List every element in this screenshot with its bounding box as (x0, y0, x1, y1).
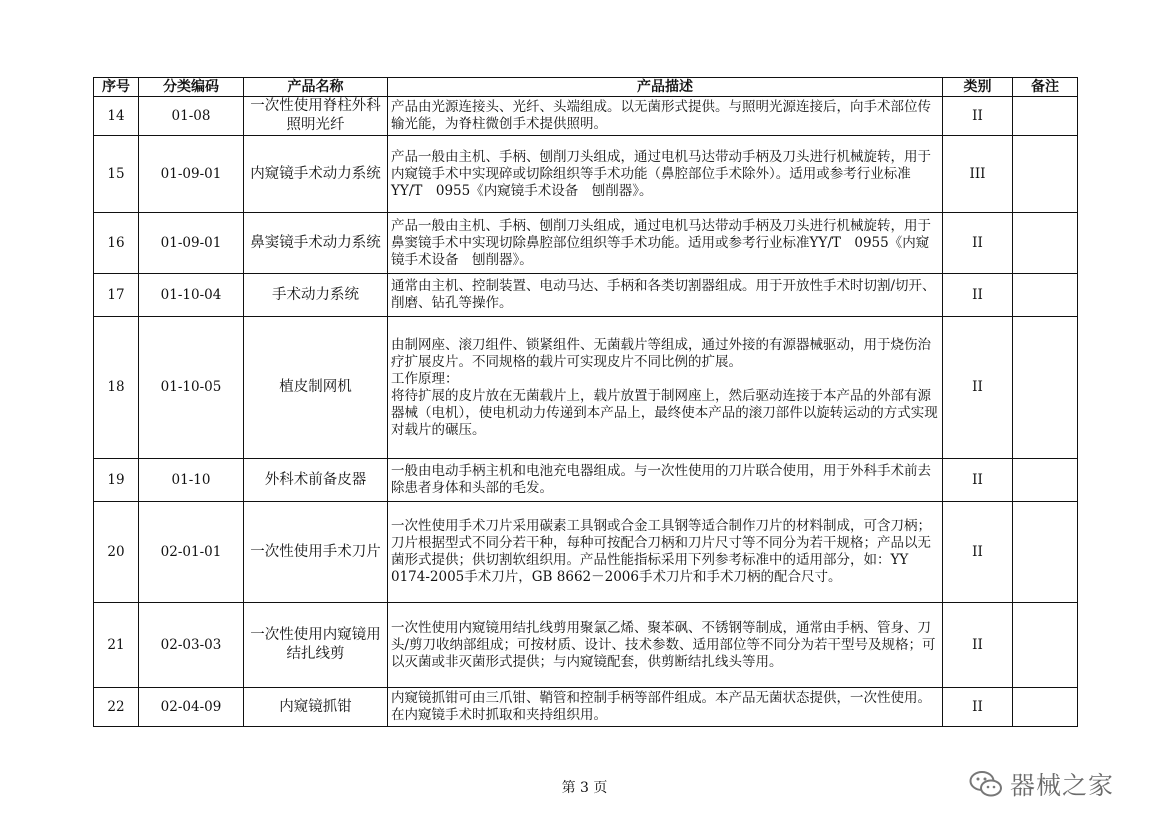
device-class: III (943, 136, 1013, 213)
device-class: II (943, 274, 1013, 317)
remarks (1013, 213, 1078, 274)
product-name: 内窥镜手术动力系统 (244, 136, 388, 213)
device-class: II (943, 502, 1013, 603)
table-row (94, 97, 1078, 136)
row-number: 22 (94, 688, 139, 727)
product-description: 一般由电动手柄主机和电池充电器组成。与一次性使用的刀片联合使用，用于外科手术前去除患者身体和头部的毛发。 (388, 459, 943, 502)
category-code: 01-08 (139, 97, 244, 136)
device-class: II (943, 688, 1013, 727)
device-class: II (943, 459, 1013, 502)
table-row (94, 603, 1078, 688)
header-code: 分类编码 (139, 78, 244, 97)
remarks (1013, 688, 1078, 727)
category-code: 02-04-09 (139, 688, 244, 727)
remarks (1013, 317, 1078, 459)
product-name: 手术动力系统 (244, 274, 388, 317)
remarks (1013, 97, 1078, 136)
row-number: 21 (94, 603, 139, 688)
product-description: 产品一般由主机、手柄、刨削刀头组成，通过电机马达带动手柄及刀头进行机械旋转，用于内窥镜手术中实现碎或切除组织等手术功能（鼻腔部位手术除外）。适用或参考行业标准YY/T 0955《内窥镜手术设备 刨削器》。 (388, 136, 943, 213)
category-code: 01-09-01 (139, 213, 244, 274)
product-name: 外科术前备皮器 (244, 459, 388, 502)
product-description: 由制网座、滚刀组件、锁紧组件、无菌载片等组成，通过外接的有源器械驱动，用于烧伤治疗扩展皮片。不同规格的载片可实现皮片不同比例的扩展。 工作原理： 将待扩展的皮片放在无菌载片上，载片放置于制网座上，然后驱动连接于本产品的外部有源器械（电机），使电机动力传递到本产品上，最终使本产品的滚刀部件以旋转运动的方式实现对载片的碾压。 (388, 317, 943, 459)
table-row (94, 502, 1078, 603)
category-code: 02-01-01 (139, 502, 244, 603)
table-header-row (94, 78, 1078, 97)
header-desc: 产品描述 (388, 78, 943, 97)
table-row (94, 213, 1078, 274)
header-note: 备注 (1013, 78, 1078, 97)
header-class: 类别 (943, 78, 1013, 97)
device-class: II (943, 603, 1013, 688)
device-class: II (943, 97, 1013, 136)
category-code: 01-10-04 (139, 274, 244, 317)
table-row (94, 688, 1078, 727)
row-number: 15 (94, 136, 139, 213)
remarks (1013, 603, 1078, 688)
remarks (1013, 459, 1078, 502)
wechat-icon (968, 769, 1004, 799)
table-row (94, 459, 1078, 502)
product-name: 一次性使用手术刀片 (244, 502, 388, 603)
row-number: 17 (94, 274, 139, 317)
product-description: 一次性使用手术刀片采用碳素工具钢或合金工具钢等适合制作刀片的材料制成，可含刀柄；刀片根据型式不同分若干种，每种可按配合刀柄和刀片尺寸等不同分为若干规格；产品以无菌形式提供；供切割软组织用。产品性能指标采用下列参考标准中的适用部分，如：YY 0174-2005手术刀片，GB 8662－2006手术刀片和手术刀柄的配合尺寸。 (388, 502, 943, 603)
product-name: 鼻窦镜手术动力系统 (244, 213, 388, 274)
device-class: II (943, 213, 1013, 274)
product-name: 植皮制网机 (244, 317, 388, 459)
category-code: 01-09-01 (139, 136, 244, 213)
row-number: 20 (94, 502, 139, 603)
device-catalog-table (93, 77, 1078, 727)
category-code: 02-03-03 (139, 603, 244, 688)
row-number: 16 (94, 213, 139, 274)
product-description: 产品一般由主机、手柄、刨削刀头组成，通过电机马达带动手柄及刀头进行机械旋转，用于鼻窦镜手术中实现切除鼻腔部位组织等手术功能。适用或参考行业标准YY/T 0955《内窥镜手术设备 刨削器》。 (388, 213, 943, 274)
category-code: 01-10 (139, 459, 244, 502)
product-name: 内窥镜抓钳 (244, 688, 388, 727)
product-description: 一次性使用内窥镜用结扎线剪用聚氯乙烯、聚苯砜、不锈钢等制成，通常由手柄、管身、刀头/剪刀收纳部组成；可按材质、设计、技术参数、适用部位等不同分为若干型号及规格；可以灭菌或非灭菌形式提供；与内窥镜配套，供剪断结扎线头等用。 (388, 603, 943, 688)
category-code: 01-10-05 (139, 317, 244, 459)
product-description: 通常由主机、控制装置、电动马达、手柄和各类切割器组成。用于开放性手术时切割/切开、削磨、钻孔等操作。 (388, 274, 943, 317)
product-name: 一次性使用内窥镜用结扎线剪 (244, 603, 388, 688)
row-number: 19 (94, 459, 139, 502)
row-number: 14 (94, 97, 139, 136)
product-description: 产品由光源连接头、光纤、头端组成。以无菌形式提供。与照明光源连接后，向手术部位传输光能，为脊柱微创手术提供照明。 (388, 97, 943, 136)
product-name: 一次性使用脊柱外科照明光纤 (244, 97, 388, 136)
remarks (1013, 502, 1078, 603)
page-number: 第 3 页 (561, 780, 608, 796)
table-row (94, 136, 1078, 213)
device-class: II (943, 317, 1013, 459)
remarks (1013, 274, 1078, 317)
watermark (968, 766, 1114, 802)
remarks (1013, 136, 1078, 213)
header-num: 序号 (94, 78, 139, 97)
row-number: 18 (94, 317, 139, 459)
watermark-text: 器械之家 (1010, 771, 1115, 800)
product-description: 内窥镜抓钳可由三爪钳、鞘管和控制手柄等部件组成。本产品无菌状态提供，一次性使用。在内窥镜手术时抓取和夹持组织用。 (388, 688, 943, 727)
header-name: 产品名称 (244, 78, 388, 97)
table-row (94, 317, 1078, 459)
table-row (94, 274, 1078, 317)
